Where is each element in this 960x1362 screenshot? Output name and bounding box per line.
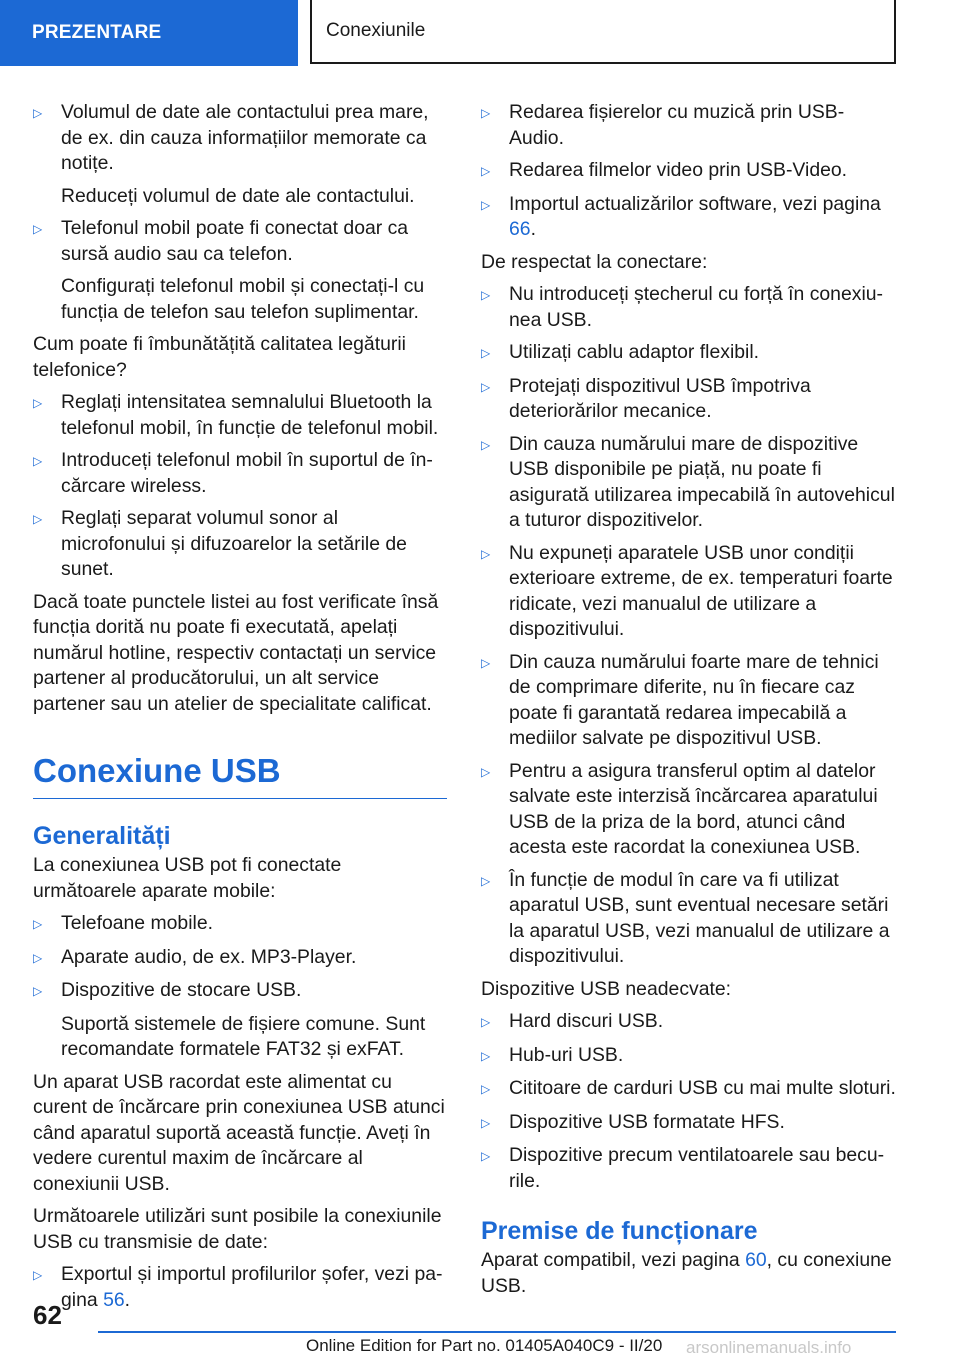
paragraph-text: Aparat compatibil, vezi pagina: [481, 1249, 746, 1271]
list-item-detail: Reduceți volumul de date ale contactului.: [61, 184, 415, 207]
triangle-bullet-icon: ▷: [33, 917, 43, 931]
triangle-bullet-icon: ▷: [481, 1115, 491, 1130]
list-item: ▷ Hard discuri USB.: [481, 1009, 897, 1036]
triangle-bullet-icon: ▷: [33, 1268, 43, 1282]
watermark: arsonlinemanuals.info: [686, 1338, 852, 1357]
page-link-56[interactable]: 56: [103, 1288, 125, 1311]
list-item: ▷ Pentru a asigura transferul optim al datelor salvate este interzisă încărcarea aparatului USB de la priza de la bord, atunci când acesta este racordat la conexiunea USB.: [481, 759, 897, 861]
triangle-bullet-icon: ▷: [481, 346, 491, 360]
paragraph-text-end: , cu conexiune USB.: [481, 1249, 892, 1297]
list-item: ▷ Reglați separat volumul sonor al microfonului și difuzoarelor la setările de sunet.: [33, 506, 447, 583]
triangle-bullet-icon: ▷: [481, 197, 491, 212]
list-item-end: .: [530, 218, 536, 240]
edition-label: Online Edition for Part no. 01405A040C9 - II/20: [306, 1336, 663, 1355]
footer-divider: [98, 1331, 896, 1333]
list-item: ▷ Telefoane mobile.: [33, 911, 447, 938]
paragraph: Un aparat USB racordat este alimentat cu curent de încărcare prin conexiunea USB atunci când aparatul suportă această funcție. Aveți în vedere curentul maxim de încărcare al conexiunii USB.: [33, 1070, 445, 1195]
triangle-bullet-icon: ▷: [481, 288, 491, 302]
triangle-bullet-icon: ▷: [33, 106, 43, 120]
list-item: ▷ Redarea filmelor video prin USB-Video.: [481, 158, 897, 185]
list-item: ▷ Din cauza numărului mare de dispozitive USB disponibile pe piață, nu poate fi asigurată utilizarea impecabilă în autovehicul a tuturor dispozitivelor.: [481, 432, 897, 534]
subsection-heading: Premise de funcționare: [481, 1217, 758, 1245]
list-item: ▷ Redarea fișierelor cu muzică prin USB-Audio.: [481, 100, 897, 151]
list-item: ▷ Aparate audio, de ex. MP3-Player.: [33, 945, 447, 972]
list-item: ▷ Protejați dispozitivul USB împotriva deteriorărilor mecanice.: [481, 374, 897, 425]
triangle-bullet-icon: ▷: [481, 1015, 491, 1029]
paragraph: Dispozitive USB neadecvate:: [481, 977, 732, 1000]
list-item: ▷ În funcție de modul în care va fi utilizat aparatul USB, sunt eventual necesare setări la aparatul USB, vezi manualul de utilizare a dispozitivului.: [481, 868, 897, 970]
list-item-detail: Configurați telefonul mobil și conectați-l cu funcția de telefon sau telefon suplimentar.: [61, 275, 425, 323]
list-item: ▷ Dispozitive precum ventilatoarele sau becurile.: [481, 1143, 897, 1194]
list-item-end: .: [124, 1288, 131, 1311]
list-item: ▷ Cititoare de carduri USB cu mai multe sloturi.: [481, 1076, 897, 1103]
triangle-bullet-icon: ▷: [481, 164, 491, 178]
list-item: ▷ Utilizați cablu adaptor flexibil.: [481, 340, 897, 367]
triangle-bullet-icon: ▷: [481, 873, 491, 888]
page-link-60[interactable]: 60: [745, 1249, 767, 1271]
list-item-text: Exportul și importul profilurilor șofer, vezi pagina: [61, 1263, 443, 1311]
list-item: ▷ Dispozitive USB formatate HFS.: [481, 1110, 897, 1137]
triangle-bullet-icon: ▷: [33, 512, 43, 526]
triangle-bullet-icon: ▷: [481, 764, 491, 779]
left-column: [33, 100, 447, 1320]
list-item: ▷ Introduceți telefonul mobil în suportul de încărcare wireless.: [33, 448, 447, 499]
triangle-bullet-icon: ▷: [481, 546, 491, 561]
triangle-bullet-icon: ▷: [33, 396, 43, 410]
right-column: [481, 100, 897, 1306]
triangle-bullet-icon: ▷: [481, 379, 491, 394]
list-item: ▷ Volumul de date ale contactului prea mare, de ex. din cauza informațiilor memorate ca notițe.: [33, 100, 447, 177]
triangle-bullet-icon: ▷: [481, 1149, 491, 1163]
page-link-66[interactable]: 66: [509, 218, 531, 240]
list-item: ▷ Hub-uri USB.: [481, 1043, 897, 1070]
list-item: ▷ Reglați intensitatea semnalului Bluetooth la telefonul mobil, în funcție de telefonul mobil.: [33, 390, 447, 441]
list-item: ▷ Telefonul mobil poate fi conectat doar ca sursă audio sau ca telefon.: [33, 216, 447, 267]
paragraph: Următoarele utilizări sunt posibile la conexiunile USB cu transmisie de date:: [33, 1205, 442, 1253]
list-item: ▷ Nu introduceți ștecherul cu forță în conexiunea USB.: [481, 282, 897, 333]
list-item: ▷ Nu expuneți aparatele USB unor condiții exterioare extreme, de ex. temperaturi foarte ridicate, vezi manualul de utilizare a dispozitivului.: [481, 541, 897, 643]
paragraph: La conexiunea USB pot fi conectate următoarele aparate mobile:: [33, 854, 342, 902]
paragraph: Cum poate fi îmbunătățită calitatea legăturii telefonice?: [33, 333, 406, 381]
paragraph: Dacă toate punctele listei au fost verificate însă funcția dorită nu poate fi executată, apelați numărul hotline, respectiv contactați un service partener al producătorului, un alt service partener sau un atelier de specialitate calificat.: [33, 590, 439, 715]
page-header: [0, 0, 960, 66]
triangle-bullet-icon: ▷: [33, 222, 43, 236]
triangle-bullet-icon: ▷: [481, 655, 491, 670]
triangle-bullet-icon: ▷: [481, 1082, 491, 1096]
page-number: 62: [33, 1300, 62, 1330]
paragraph: [481, 1248, 897, 1299]
list-item-detail: Suportă sistemele de fișiere comune. Sunt recomandate formatele FAT32 și exFAT.: [61, 1012, 426, 1060]
list-item: ▷ Dispozitive de stocare USB.: [33, 978, 447, 1005]
chapter-tab[interactable]: Conexiunile: [310, 0, 896, 64]
list-item: ▷ Din cauza numărului foarte mare de tehnici de comprimare diferite, nu în fiecare caz poate fi garantată redarea impecabilă a mediilor salvate pe dispozitivul USB.: [481, 650, 897, 752]
section-tab[interactable]: PREZENTARE: [0, 0, 298, 66]
paragraph: De respectat la conectare:: [481, 250, 708, 273]
list-item-text: Importul actualizărilor software, vezi pagina: [509, 192, 881, 215]
section-heading: Conexiune USB: [33, 751, 447, 799]
triangle-bullet-icon: ▷: [33, 454, 43, 468]
list-item: [481, 192, 897, 243]
subsection-heading: Generalități: [33, 822, 171, 850]
triangle-bullet-icon: ▷: [481, 437, 491, 452]
triangle-bullet-icon: ▷: [481, 106, 491, 120]
list-item: [33, 1262, 447, 1313]
triangle-bullet-icon: ▷: [481, 1048, 491, 1063]
triangle-bullet-icon: ▷: [33, 950, 43, 965]
triangle-bullet-icon: ▷: [33, 984, 43, 998]
